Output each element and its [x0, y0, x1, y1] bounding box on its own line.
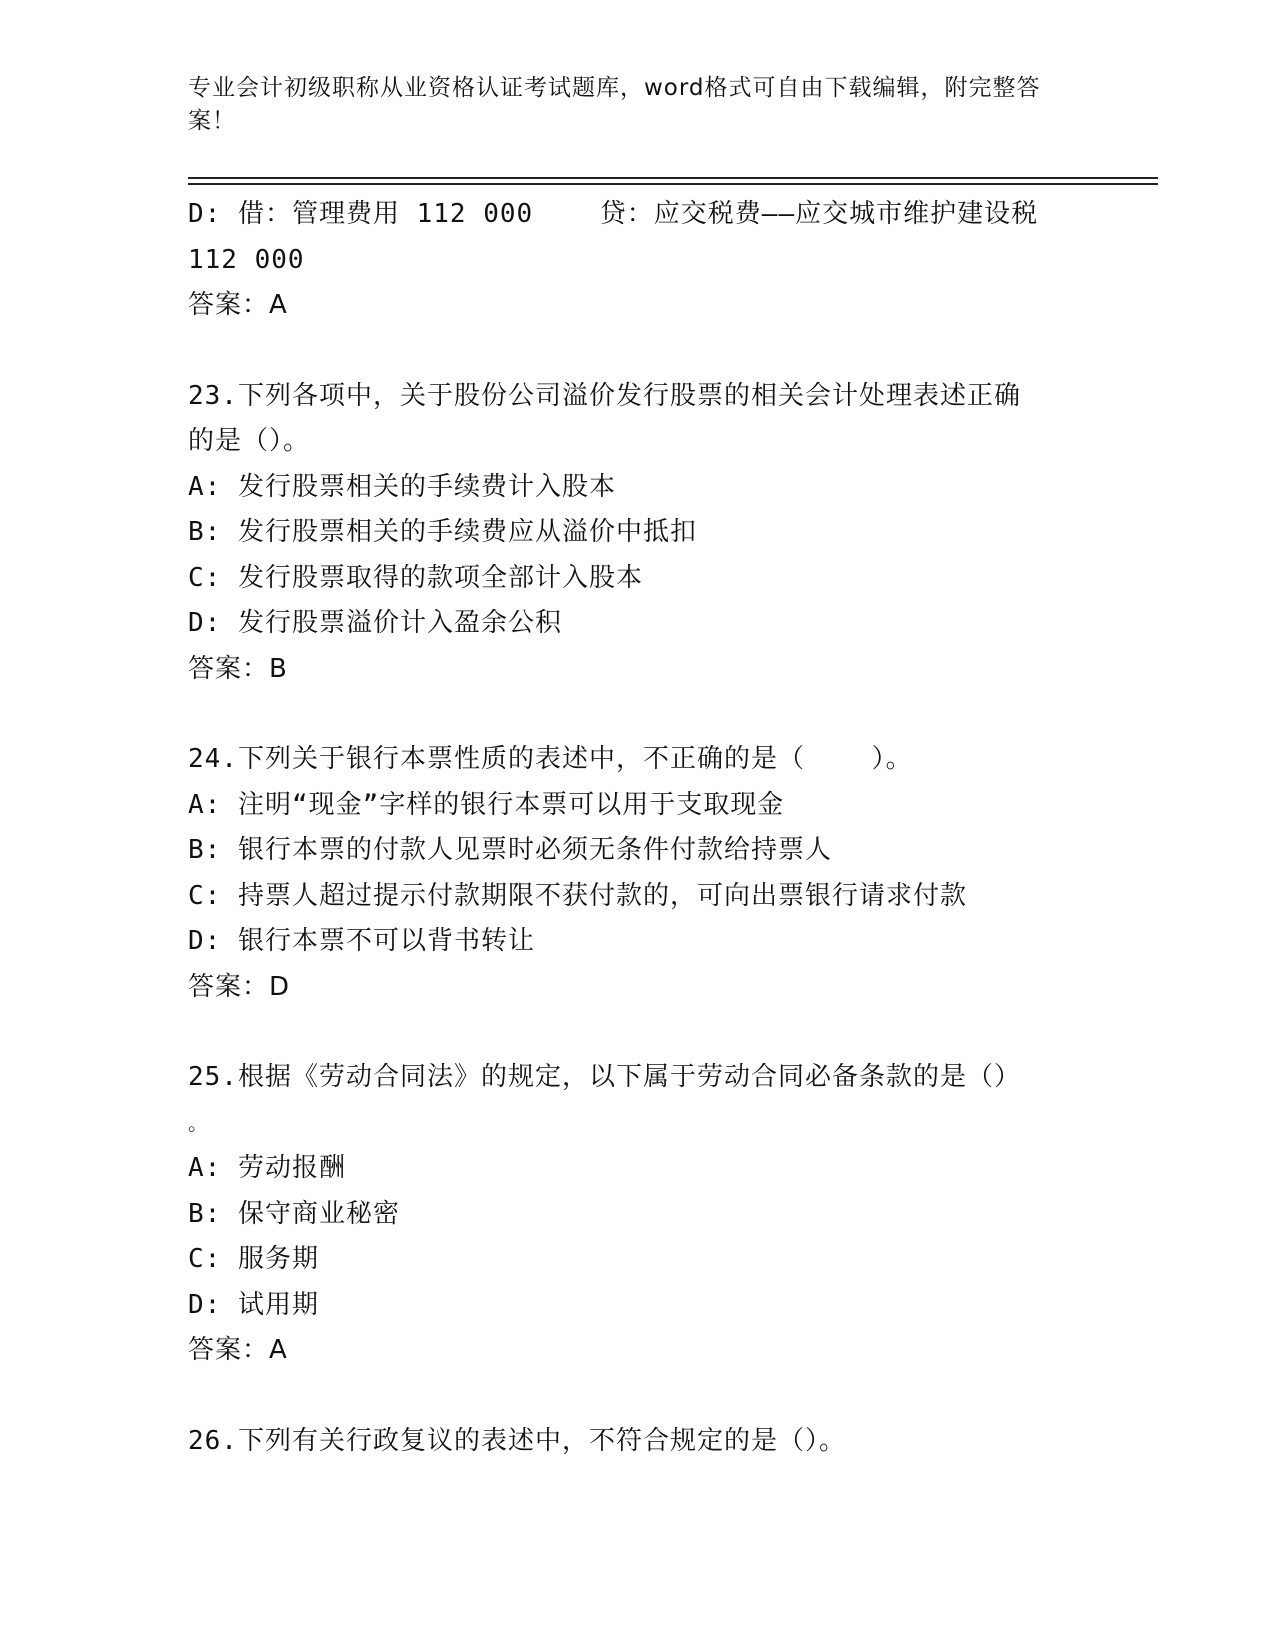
question-24: [188, 737, 1088, 1010]
option-d: D: 发行股票溢价计入盈余公积: [188, 608, 562, 638]
spacer: [188, 329, 1088, 374]
option-d-continued: 112 000: [188, 244, 305, 275]
header-rule-top: [188, 177, 1158, 179]
question-stem: 23.下列各项中，关于股份公司溢价发行股票的相关会计处理表述正确: [188, 380, 1021, 411]
option-b: B: 发行股票相关的手续费应从溢价中抵扣: [188, 517, 697, 547]
question-26: [188, 1419, 1088, 1465]
option-c: C: 发行股票取得的款项全部计入股本: [188, 562, 643, 593]
option-a: A: 发行股票相关的手续费计入股本: [188, 471, 616, 502]
answer-line: 答案：A: [188, 290, 288, 320]
question-25: [188, 1055, 1088, 1374]
answer-line: 答案：B: [188, 653, 288, 684]
question-23: [188, 374, 1088, 693]
option-a: A: 注明“现金”字样的银行本票可以用于支取现金: [188, 789, 785, 820]
option-b: B: 银行本票的付款人见票时必须无条件付款给持票人: [188, 835, 832, 865]
answer-line: 答案：D: [188, 971, 291, 1002]
answer-line: 答案：A: [188, 1335, 288, 1365]
option-d: D: 银行本票不可以背书转让: [188, 926, 535, 956]
header-rule-bottom: [188, 183, 1158, 185]
spacer: [188, 1374, 1088, 1419]
option-c: C: 服务期: [188, 1244, 319, 1274]
carryover-block: [188, 192, 1088, 329]
question-stem: 25.根据《劳动合同法》的规定，以下属于劳动合同必备条款的是（）: [188, 1062, 1021, 1092]
question-stem-continued: 。: [188, 1110, 209, 1135]
question-stem-continued: 的是（）。: [188, 426, 311, 456]
option-d: D: 借：管理费用 112 000 贷：应交税费——应交城市维护建设税: [188, 199, 1039, 229]
header-line-1: 专业会计初级职称从业资格认证考试题库，word格式可自由下载编辑，附完整答: [188, 75, 1041, 101]
option-a: A: 劳动报酬: [188, 1153, 346, 1183]
option-c: C: 持票人超过提示付款期限不获付款的，可向出票银行请求付款: [188, 880, 967, 911]
spacer: [188, 692, 1088, 737]
question-stem: 24.下列关于银行本票性质的表述中，不正确的是（ ）。: [188, 744, 913, 774]
document-body: [188, 192, 1088, 1464]
spacer: [188, 1010, 1088, 1055]
option-b: B: 保守商业秘密: [188, 1198, 400, 1229]
question-stem: 26.下列有关行政复议的表述中，不符合规定的是（）。: [188, 1425, 846, 1456]
option-d: D: 试用期: [188, 1289, 319, 1320]
header-line-2: 案！: [188, 108, 236, 134]
page-header: [188, 72, 1068, 138]
